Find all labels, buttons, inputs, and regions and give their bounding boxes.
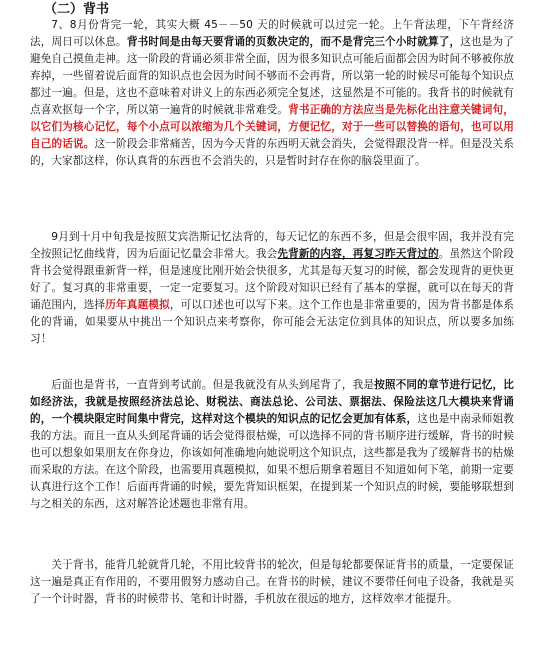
text-run: 7、8月份背完一轮，其实大概 45－－50 天的时候就可以过完一轮。上午背法理，下午背经济法，周日可以休息。 — [30, 19, 514, 48]
paragraph-study-advice — [30, 557, 514, 608]
text-run: 9月到十月中旬我是按照艾宾浩斯记忆法背的，每天记忆的东西不多，但是会很牢固，我并没有完全按照记忆曲线背，因为后面记忆量会非常大。我会 — [30, 231, 514, 260]
paragraph-module-method — [30, 377, 514, 513]
bold-text-run: 背书时间是由每天要背诵的页数决定的，而不是背完三个小时就算了， — [126, 36, 461, 48]
text-run: 这一阶段会非常痛苦，因为今天背的东西明天就会消失，会觉得跟没背一样。但是没关系的，大家都这样，你认真背的东西也不会消失的，只是暂时封存在你的脑袋里面了。 — [30, 138, 514, 167]
paragraph-first-round — [30, 17, 514, 170]
paragraph-ebbinghaus-method — [30, 229, 514, 348]
bold-underlined-text-run: 先背新的内容，再复习昨天背过的 — [277, 248, 439, 260]
bold-text-run: 按照不同的章节进行记忆，比如经济法，我就是按照经济法总论、财税法、商法总论、公司法、票据法、保险法这几大模块来背诵的，一个模块限定时间集中背完，这样对这个模块的知识点的记忆会更加有体系， — [30, 379, 514, 425]
section-heading: （二）背书 — [44, 2, 110, 17]
highlight-text-run: 历年真题模拟 — [105, 299, 170, 311]
text-run: 这也是中南录师姐教我的方法。而且一直从头到尾背诵的话会觉得很枯燥，可以选择不同的背书顺序进行缓解，背书的时候也可以想象如果朋友在你身边，你该如何准确地向她说明这个知识点，这些都是我为了缓解背书的枯燥而采取的方法。在这个阶段，也需要用真题模拟，如果不想后期拿着题目不知道如何下笔，前期一定要认真进行这个工作！后面再背诵的时候，要先背知识框架，在提到某一个知识点的时候，要能够联想到与之相关的东西，这对解答论述题也非常有用。 — [30, 413, 514, 510]
text-run: 。虽然这个阶段背书会觉得跟重新背一样，但是速度比刚开始会快很多，尤其是每天复习的时候，都会发现背的更快更好了。复习真的非常重要，一定一定要复习。这个阶段对知识已经有了基本的掌握，就可以在每天的背诵范围内，选择 — [30, 248, 514, 311]
text-run: 后面也是背书，一直背到考试前。但是我就没有从头到尾背了，我是 — [51, 379, 375, 391]
text-run: ，可以口述也可以写下来。这个工作也是非常重要的，因为背书都是体系化的背诵，如果要从中挑出一个知识点来考察你，你可能会无法定位到具体的知识点，所以要多加练习！ — [30, 299, 514, 345]
text-run: 这也是为了避免自己摸鱼走神。这一阶段的背诵必须非常全面，因为很多知识点可能后面都会因为时间不够被你放弃掉，一些留着说后面背的知识点也会因为时间不够而不会再背，所以第一轮的时候尽可能每个知识点都过一遍。但是，这也不意味着对讲义上的东西必须完全复述，这显然是不可能的。我背书的时候就有点喜欢抠每一个字，所以第一遍背的时候就非常难受。 — [30, 36, 514, 116]
highlight-text-run: 背书正确的方法应当是先标化出注意关键词句，以它们为核心记忆，每个小点可以浓缩为几个关键词，方便记忆，对于一些可以替换的语句，也可以用自己的话说。 — [30, 104, 514, 150]
text-run: 关于背书，能背几轮就背几轮，不用比较背书的轮次，但是每轮都要保证背书的质量，一定要保证这一遍是真正有作用的，不要用假努力感动自己。在背书的时候，建议不要带任何电子设备，我就是买了一个计时器，背书的时候带书、笔和计时器，手机放在很远的地方，这样效率才能提升。 — [30, 559, 514, 605]
